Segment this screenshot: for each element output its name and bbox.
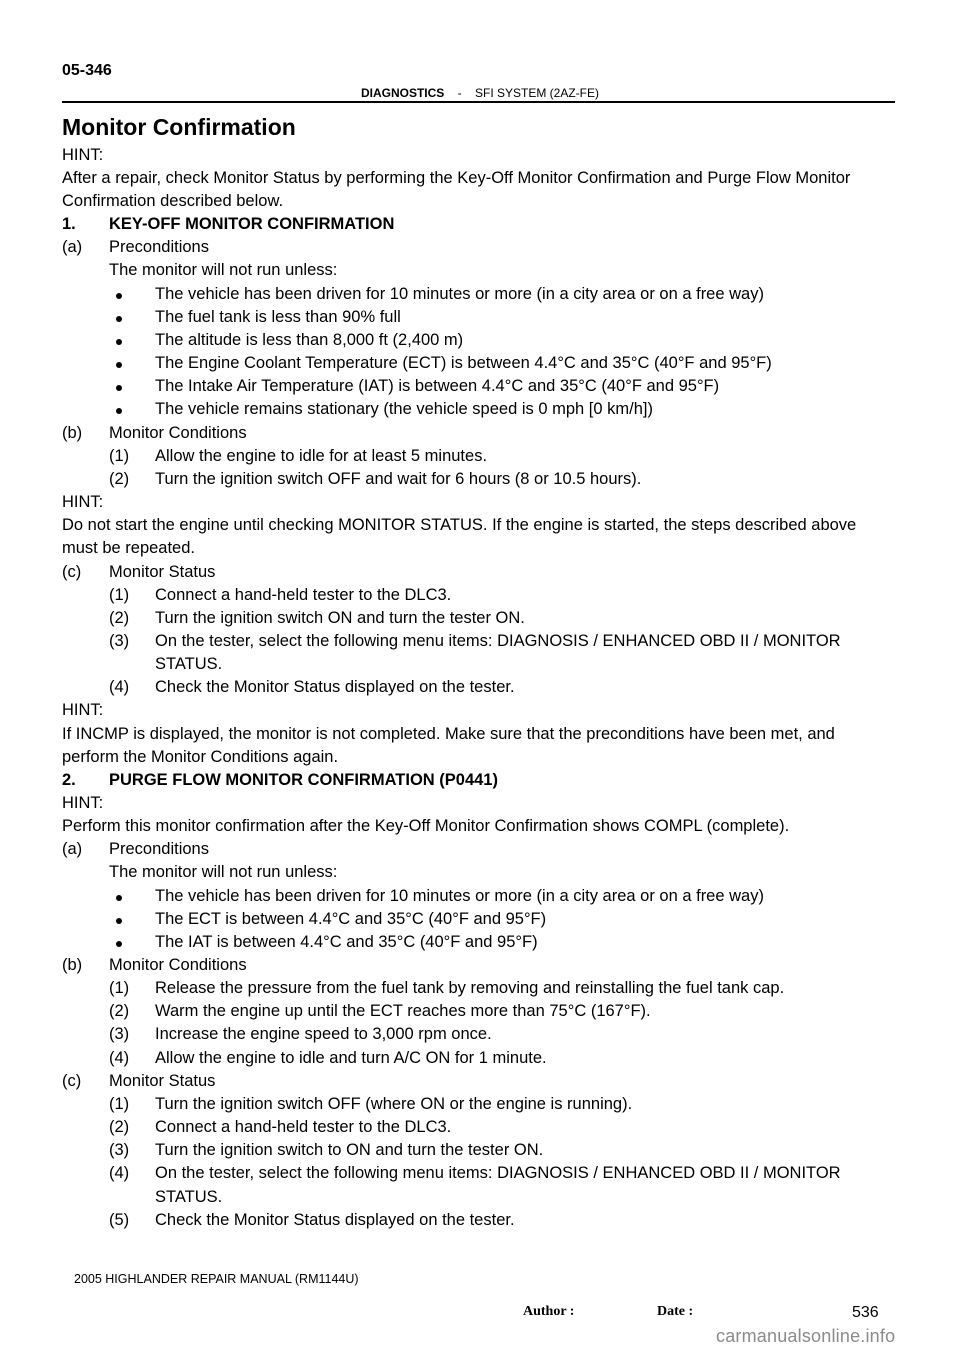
text-line: Perform this monitor confirmation after the Key-Off Monitor Confirmation shows COMPL (complete). [62,817,790,835]
text-line: Turn the ignition switch to ON and turn the tester ON. [155,1141,544,1159]
text-line: Monitor Status [109,563,216,581]
bullet-icon [116,362,122,368]
text-line: (2) [109,1118,130,1136]
text-line: Connect a hand-held tester to the DLC3. [155,1118,452,1136]
footer-date-label: Date : [657,1304,694,1319]
text-line: (1) [109,979,130,997]
footer-page-number: 536 [852,1304,879,1321]
text-line: Confirmation described below. [62,192,284,210]
text-line: (b) [62,424,83,442]
text-line: Release the pressure from the fuel tank by removing and reinstalling the fuel tank cap. [155,979,785,997]
text-line: The vehicle has been driven for 10 minutes or more (in a city area or on a free way) [155,285,764,303]
text-line: (c) [62,563,82,581]
text-line: Check the Monitor Status displayed on the tester. [155,678,515,696]
text-line: On the tester, select the following menu items: DIAGNOSIS / ENHANCED OBD II / MONITOR [155,632,841,650]
watermark: carmanualsonline.info [716,1326,896,1346]
text-line: PURGE FLOW MONITOR CONFIRMATION (P0441) [109,771,498,789]
bullet-icon [116,293,122,299]
text-line: On the tester, select the following menu items: DIAGNOSIS / ENHANCED OBD II / MONITOR [155,1164,841,1182]
section-header [0,86,960,100]
text-line: (1) [109,1095,130,1113]
text-line: (1) [109,447,130,465]
text-line: Allow the engine to idle and turn A/C ON for 1 minute. [155,1049,547,1067]
text-line: Monitor Status [109,1072,216,1090]
text-line: The Intake Air Temperature (IAT) is between 4.4°C and 35°C (40°F and 95°F) [155,377,720,395]
bullet-icon [116,316,122,322]
text-line: STATUS. [155,1188,223,1206]
text-line: (3) [109,1025,130,1043]
text-line: (2) [109,470,130,488]
text-line: (2) [109,609,130,627]
subsection-name: SFI SYSTEM (2AZ-FE) [475,86,600,100]
bullet-icon [116,408,122,414]
text-line: (a) [62,238,83,256]
text-line: The IAT is between 4.4°C and 35°C (40°F and 95°F) [155,933,538,951]
text-line: The fuel tank is less than 90% full [155,308,401,326]
text-line: (4) [109,1049,130,1067]
text-line: The monitor will not run unless: [109,863,338,881]
text-line: Check the Monitor Status displayed on the tester. [155,1211,515,1229]
text-line: Turn the ignition switch OFF (where ON or the engine is running). [155,1095,633,1113]
text-line: HINT: [62,146,104,164]
page-title: Monitor Confirmation [62,114,296,140]
text-line: The ECT is between 4.4°C and 35°C (40°F and 95°F) [155,910,547,928]
bullet-icon [116,339,122,345]
footer-manual: 2005 HIGHLANDER REPAIR MANUAL (RM1144U) [74,1272,359,1286]
text-line: Do not start the engine until checking MONITOR STATUS. If the engine is started, the steps described above [62,516,857,534]
text-line: 2. [62,771,76,789]
text-line: (1) [109,586,130,604]
bullet-icon [116,941,122,947]
text-line: If INCMP is displayed, the monitor is not completed. Make sure that the preconditions have been met, and [62,725,835,743]
text-line: The vehicle remains stationary (the vehicle speed is 0 mph [0 km/h]) [155,400,653,418]
header-rule [62,101,895,103]
text-line: HINT: [62,493,104,511]
text-line: (b) [62,956,83,974]
text-line: (c) [62,1072,82,1090]
text-line: STATUS. [155,655,223,673]
text-line: Turn the ignition switch ON and turn the tester ON. [155,609,525,627]
text-line: The altitude is less than 8,000 ft (2,400 m) [155,331,464,349]
bullet-icon [116,895,122,901]
section-separator: - [457,86,462,100]
text-line: The Engine Coolant Temperature (ECT) is between 4.4°C and 35°C (40°F and 95°F) [155,354,772,372]
text-line: Increase the engine speed to 3,000 rpm once. [155,1025,492,1043]
page-code: 05-346 [62,62,112,79]
text-line: HINT: [62,794,104,812]
text-line: (2) [109,1002,130,1020]
section-name: DIAGNOSTICS [360,86,445,100]
text-line: must be repeated. [62,539,195,557]
text-line: Connect a hand-held tester to the DLC3. [155,586,452,604]
text-line: After a repair, check Monitor Status by performing the Key-Off Monitor Confirmation and Purge Flow Monitor [62,169,851,187]
text-line: 1. [62,215,76,233]
text-line: Allow the engine to idle for at least 5 minutes. [155,447,488,465]
text-line: The vehicle has been driven for 10 minutes or more (in a city area or on a free way) [155,887,764,905]
text-line: Preconditions [109,840,209,858]
text-line: Warm the engine up until the ECT reaches more than 75°C (167°F). [155,1002,651,1020]
text-line: (4) [109,1164,130,1182]
text-line: (4) [109,678,130,696]
text-line: HINT: [62,701,104,719]
footer-author-label: Author : [523,1304,575,1319]
text-line: Monitor Conditions [109,424,247,442]
text-line: Monitor Conditions [109,956,247,974]
text-line: The monitor will not run unless: [109,261,338,279]
text-line: Preconditions [109,238,209,256]
bullet-icon [116,918,122,924]
text-line: (a) [62,840,83,858]
bullet-icon [116,385,122,391]
text-line: KEY-OFF MONITOR CONFIRMATION [109,215,395,233]
text-line: (3) [109,1141,130,1159]
text-line: Turn the ignition switch OFF and wait for 6 hours (8 or 10.5 hours). [155,470,642,488]
text-line: (3) [109,632,130,650]
text-line: (5) [109,1211,130,1229]
text-line: perform the Monitor Conditions again. [62,748,339,766]
